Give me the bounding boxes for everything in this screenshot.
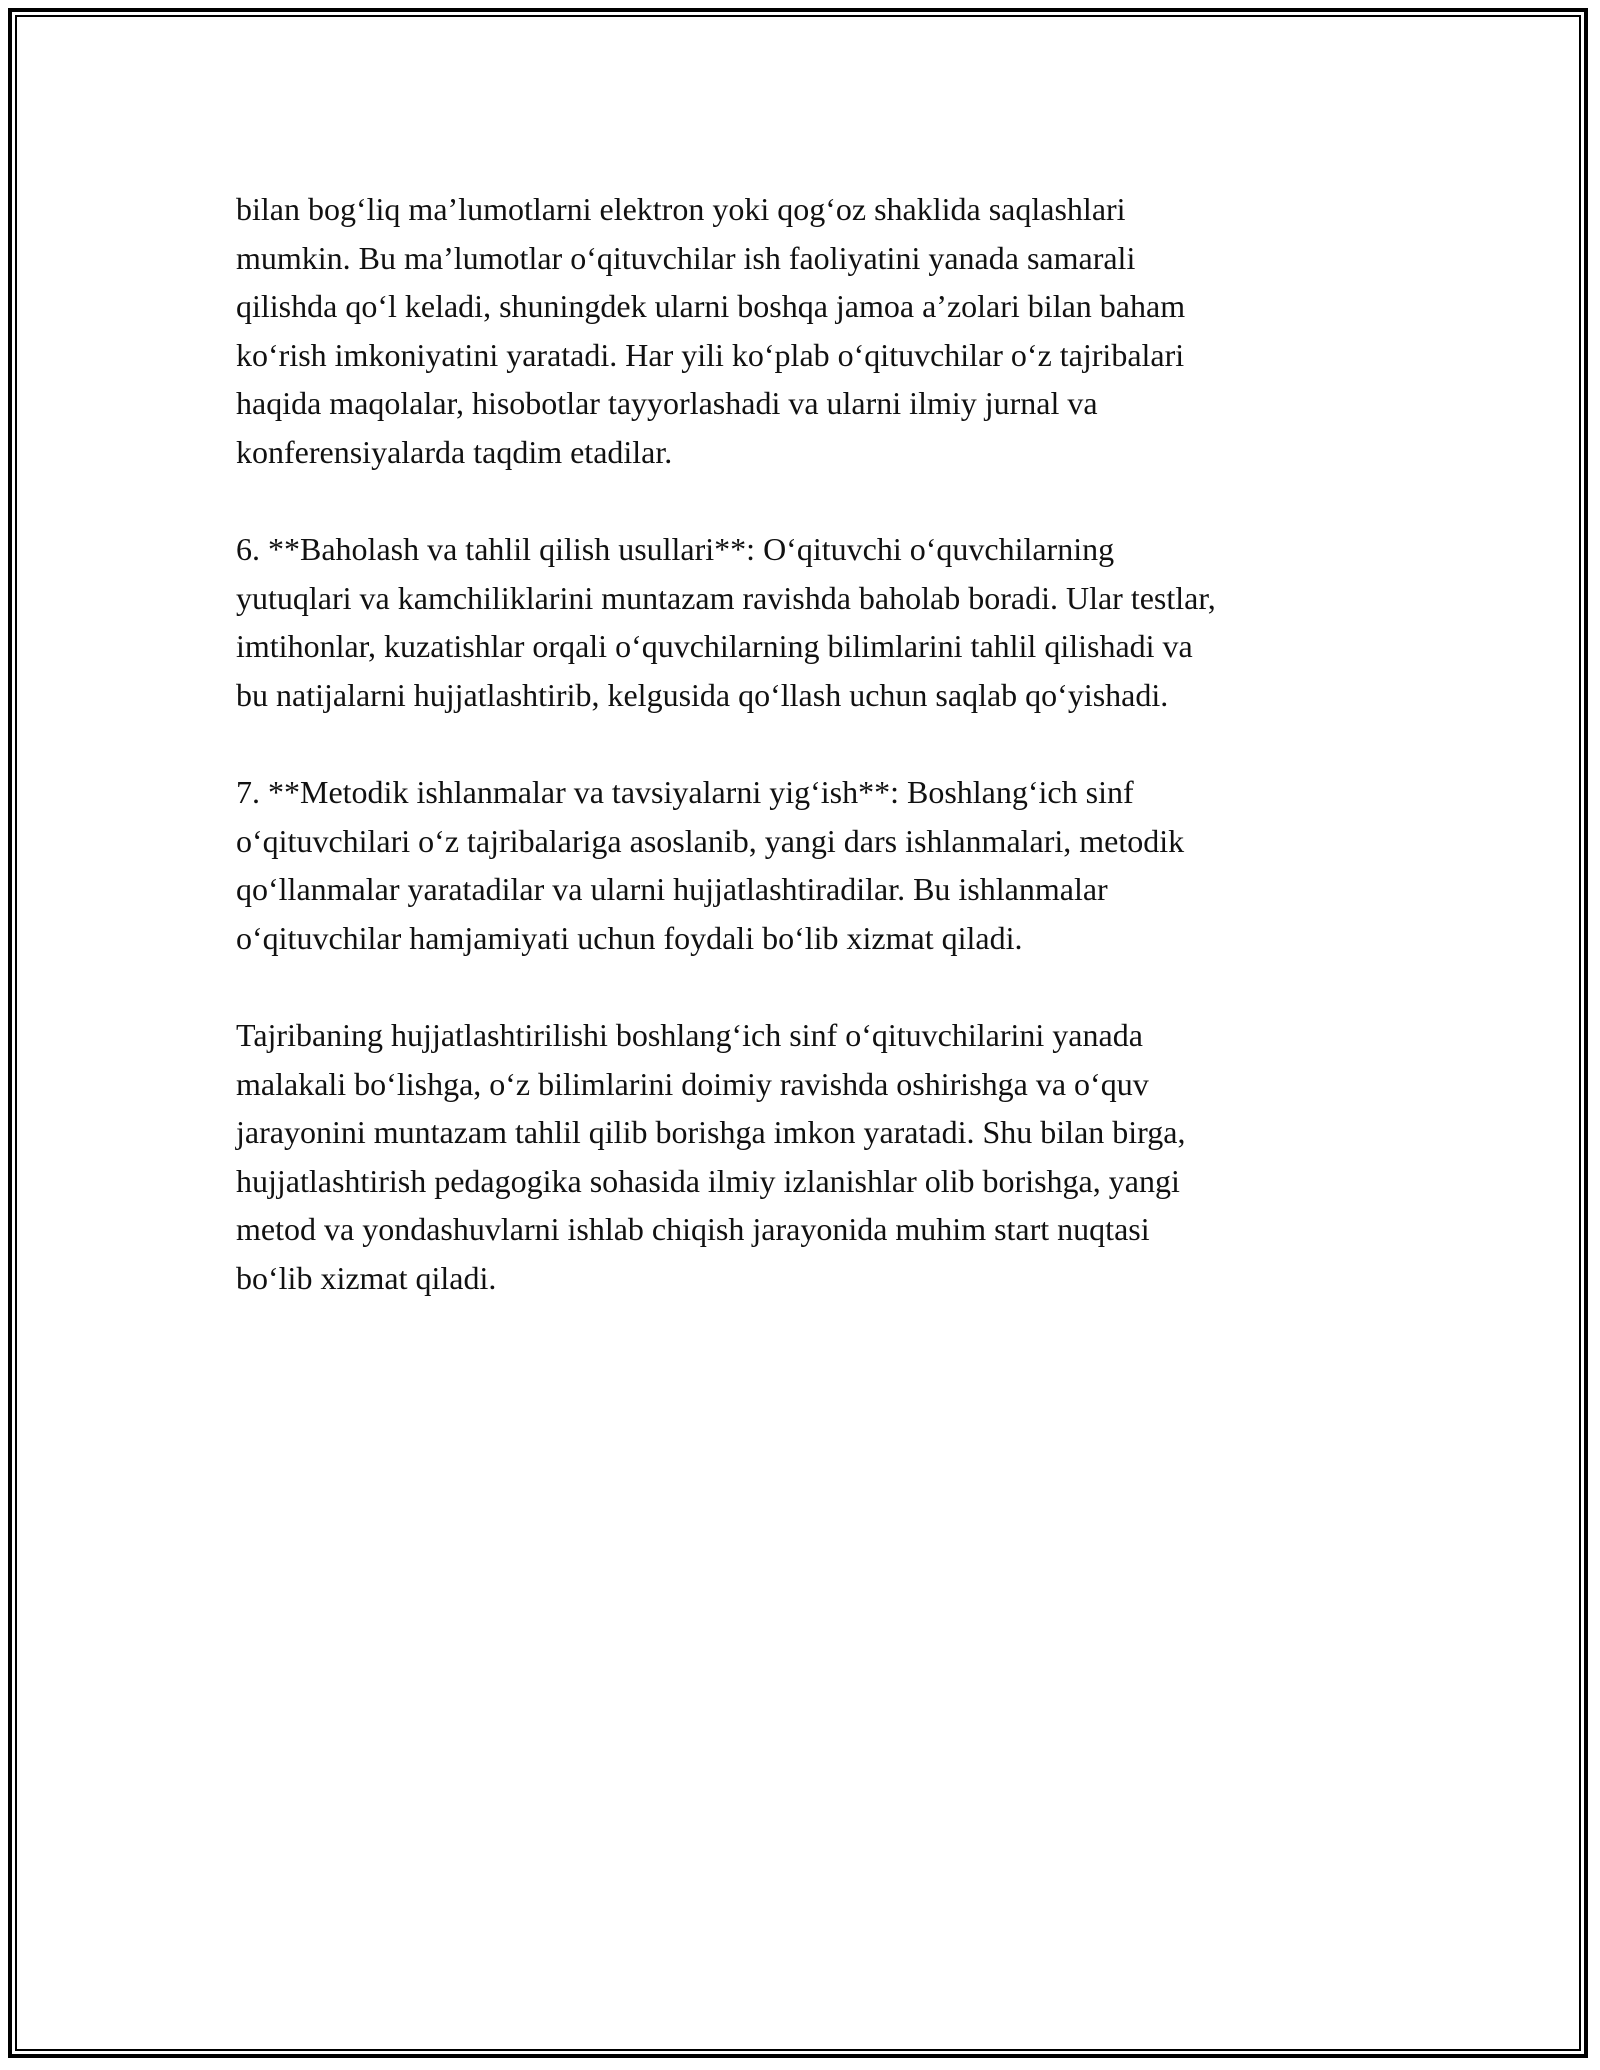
paragraph-conclusion: Tajribaning hujjatlashtirilishi boshlang‘ich sinf o‘qituvchilarini yanada malakali bo‘lishga, o‘z bilimlarini doimiy ravishda oshirishga va o‘quv jarayonini muntazam tahlil qilib borishga imkon yaratadi. Shu bilan birga, hujjatlashtirish pedagogika sohasida ilmiy izlanishlar olib borishga, yangi metod va yondashuvlarni ishlab chiqish jarayonida muhim start nuqtasi bo‘lib xizmat qiladi. bbox=[236, 1017, 1186, 1297]
paragraph-item-7: 7. **Metodik ishlanmalar va tavsiyalarni yig‘ish**: Boshlang‘ich sinf o‘qituvchilari o‘z tajribalariga asoslanib, yangi dars ishlanmalari, metodik qo‘llanmalar yaratadilar va ularni hujjatlashtiradilar. Bu ishlanmalar o‘qituvchilar hamjamiyati uchun foydali bo‘lib xizmat qiladi. bbox=[236, 774, 1185, 956]
paragraph-item-6: 6. **Baholash va tahlil qilish usullari**: O‘qituvchi o‘quvchilarning yutuqlari va kamchiliklarini muntazam ravishda baholab boradi. Ular testlar, imtihonlar, kuzatishlar orqali o‘quvchilarning bilimlarini tahlil qilishadi va bu natijalarni hujjatlashtirib, kelgusida qo‘llash uchun saqlab qo‘yishadi. bbox=[236, 531, 1216, 713]
paragraph-continuation: bilan bog‘liq ma’lumotlarni elektron yoki qog‘oz shaklida saqlashlari mumkin. Bu ma’lumotlar o‘qituvchilar ish faoliyatini yanada samarali qilishda qo‘l keladi, shuningdek ularni boshqa jamoa a’zolari bilan baham ko‘rish imkoniyatini yaratadi. Har yili ko‘plab o‘qituvchilar o‘z tajribalari haqida maqolalar, hisobotlar tayyorlashadi va ularni ilmiy jurnal va konferensiyalarda taqdim etadilar. bbox=[236, 191, 1186, 470]
document-body bbox=[236, 185, 1386, 1351]
